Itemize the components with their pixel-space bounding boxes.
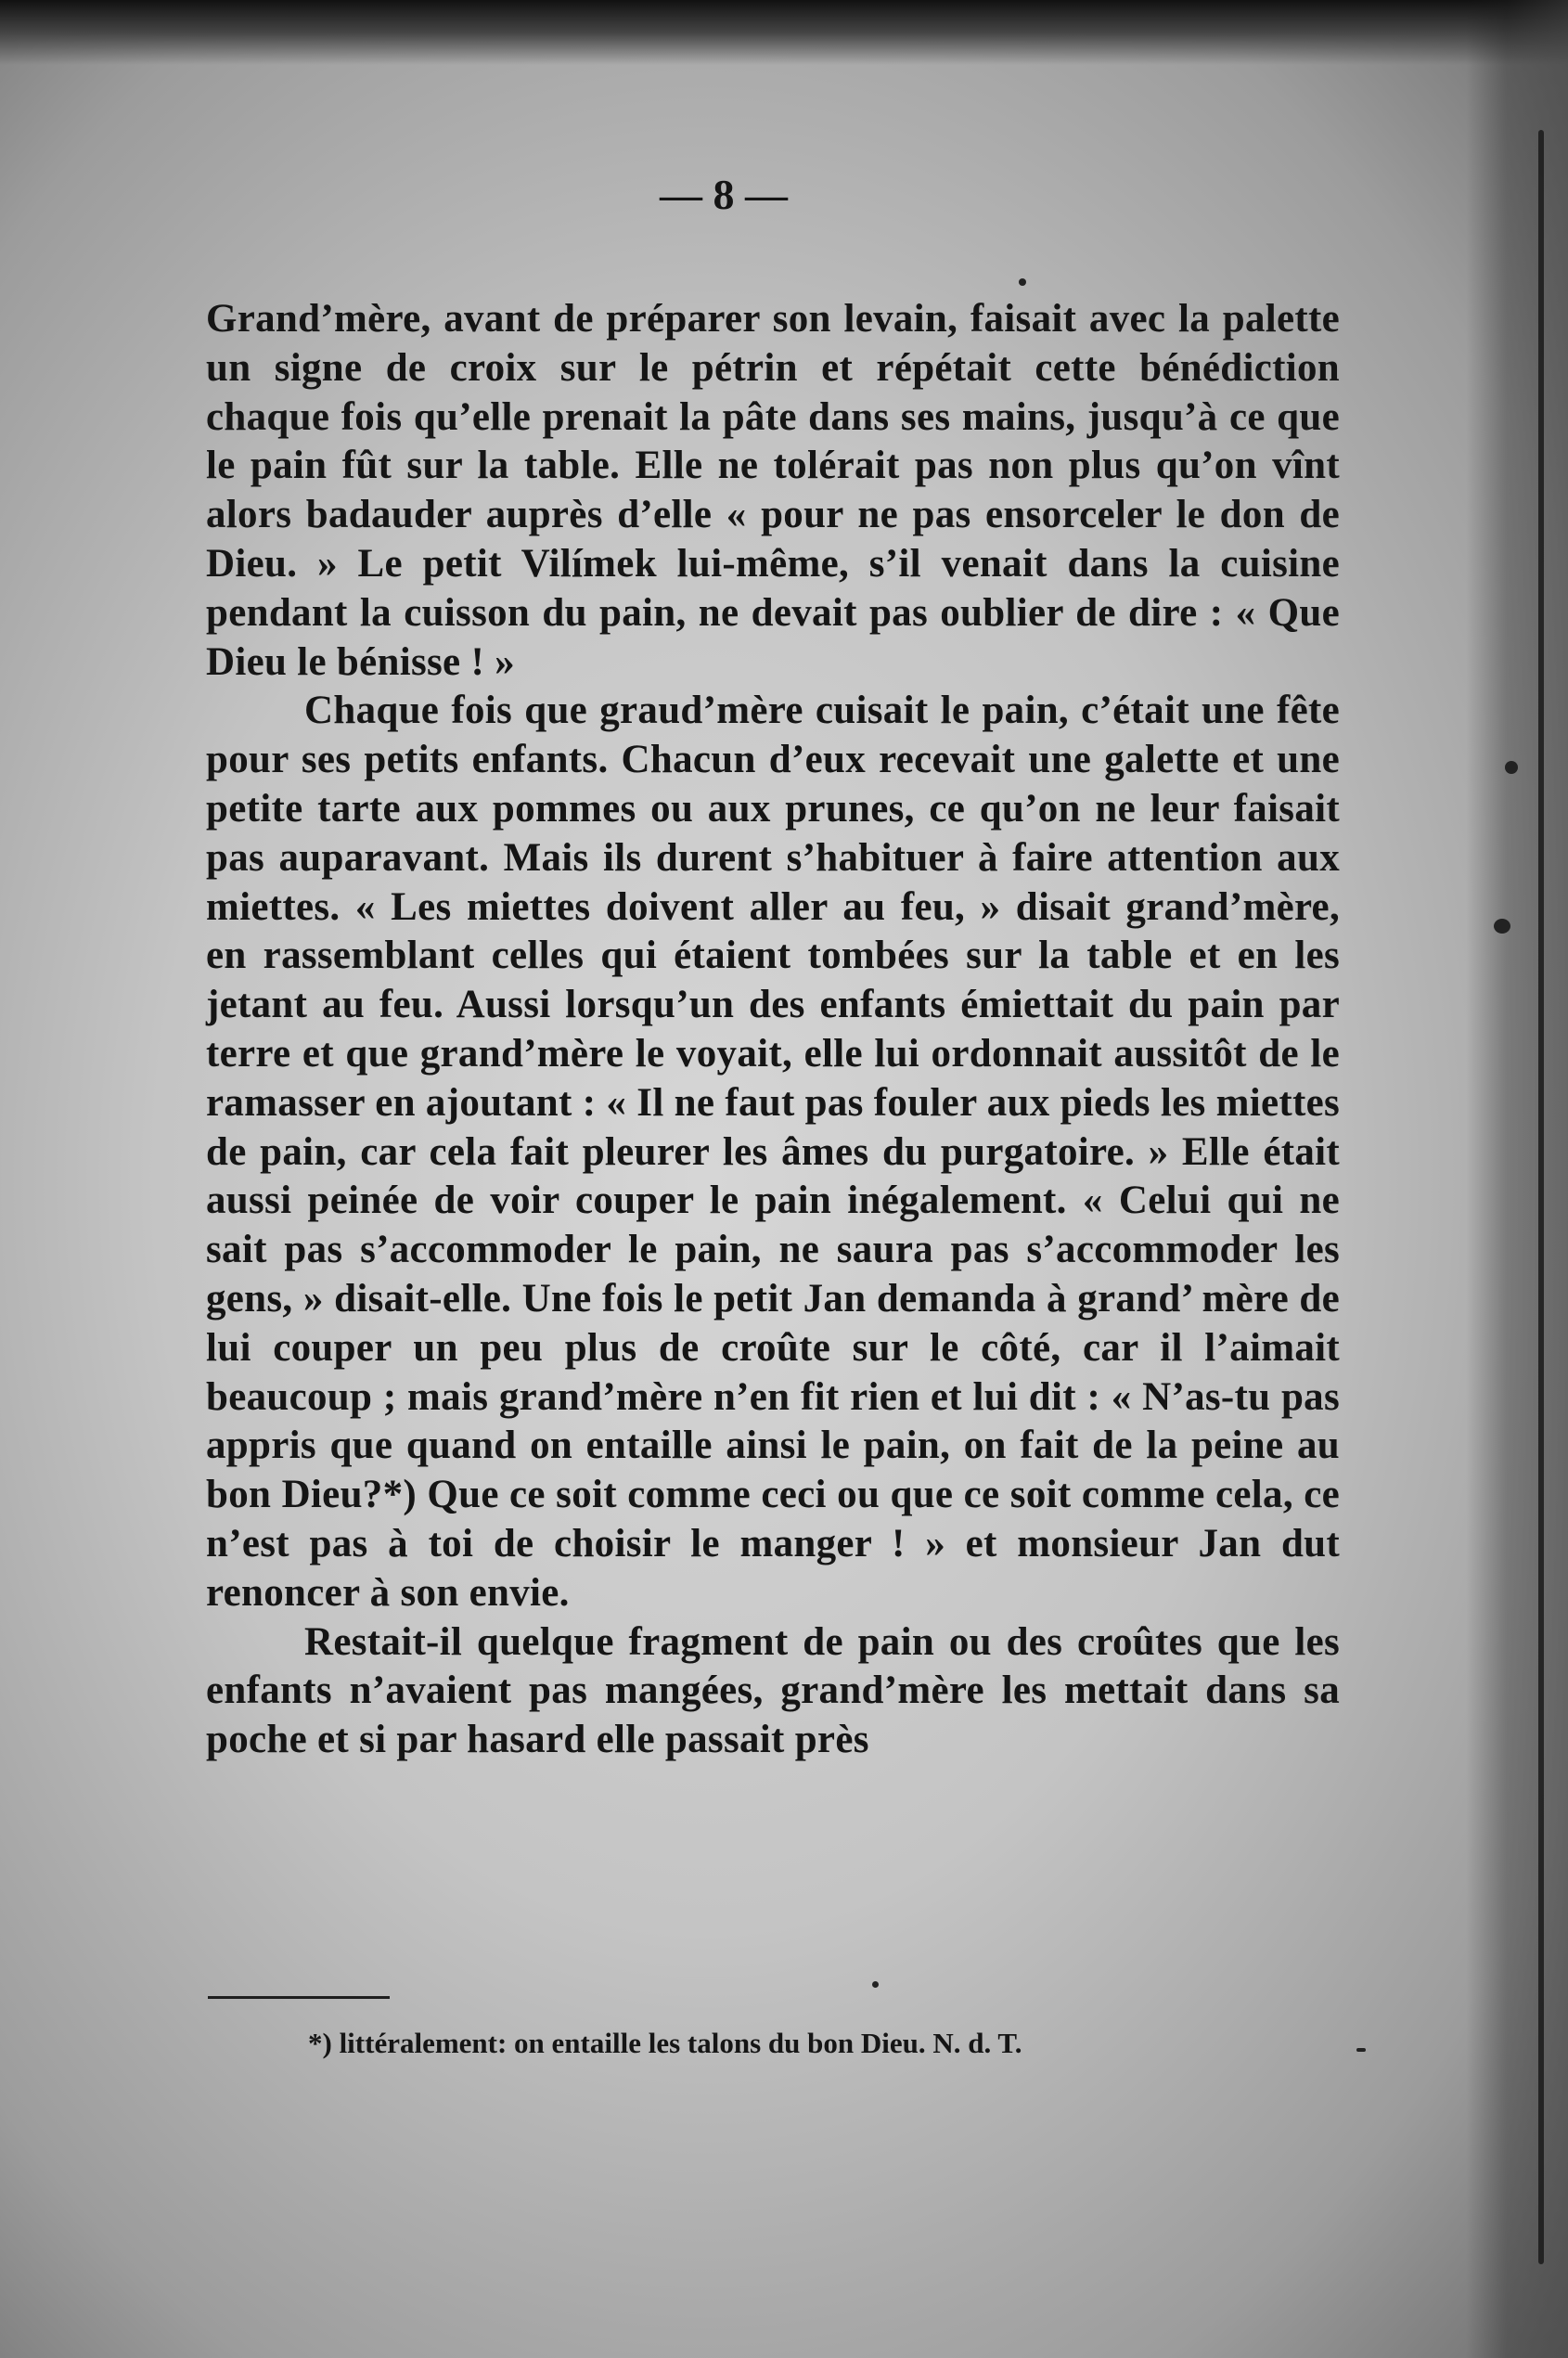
paragraph: Chaque fois que graud’mère cuisait le pain, c’était une fête pour ses petits enfants. Chacun d’eux recevait une galette et une petite tarte aux pommes ou aux prunes, ce qu’on ne leur faisait pas auparavant. Mais ils durent s’habituer à faire attention aux miettes. « Les miettes doivent aller au feu, » disait grand’mère, en rassemblant celles qui étaient tombées sur la table et en les jetant au feu. Aussi lorsqu’un des enfants émiettait du pain par terre et que grand’mère le voyait, elle lui ordonnait aussitôt de le ramasser en ajoutant : « Il ne faut pas fouler aux pieds les miettes de pain, car cela fait pleurer les âmes du purgatoire. » Elle était aussi peinée de voir couper le pain inégalement. « Celui qui ne sait pas s’accommoder le pain, ne saura pas s’accommoder les gens, » disait-elle. Une fois le petit Jan demanda à grand’ mère de lui couper un peu plus de croûte sur le côté, car il l’aimait beaucoup ; mais grand’mère n’en fit rien et lui dit : « N’as-tu pas appris que quand on entaille ainsi le pain, on fait de la peine au bon Dieu?*) Que ce soit comme ceci ou que ce soit comme cela, ce n’est pas à toi de choisir le manger ! » et monsieur Jan dut renoncer à son envie. (206, 689, 1340, 1615)
footnote-rule (208, 1996, 390, 1999)
page-number: — 8 — (660, 171, 788, 218)
footnote: *) littéralement: on entaille les talons du bon Dieu. N. d. T. (308, 2027, 1022, 2059)
scan-top-shadow (0, 0, 1568, 65)
binding-edge (1538, 130, 1544, 2264)
scan-speck (1505, 761, 1518, 774)
scan-speck (1019, 278, 1026, 286)
paragraph: Restait-il quelque fragment de pain ou des croûtes que les enfants n’avaient pas mangées, grand’mère les mettait dans sa poche et si par hasard elle passait près (206, 1619, 1340, 1762)
scan-speck (872, 1981, 879, 1988)
scan-speck (1356, 2048, 1366, 2052)
scan-right-edge (1466, 0, 1568, 2358)
paragraph: Grand’mère, avant de préparer son levain, faisait avec la palette un signe de croix sur le pétrin et répétait cette bénédiction chaque fois qu’elle prenait la pâte dans ses mains, jusqu’à ce que le pain fût sur la table. Elle ne tolérait pas non plus qu’on vînt alors badauder auprès d’elle « pour ne pas ensorceler le don de Dieu. » Le petit Vilímek lui-même, s’il venait dans la cuisine pendant la cuisson du pain, ne devait pas oublier de dire : « Que Dieu le bénisse ! » (206, 297, 1340, 684)
body-text (206, 295, 1340, 1765)
scan-speck (1494, 919, 1510, 934)
